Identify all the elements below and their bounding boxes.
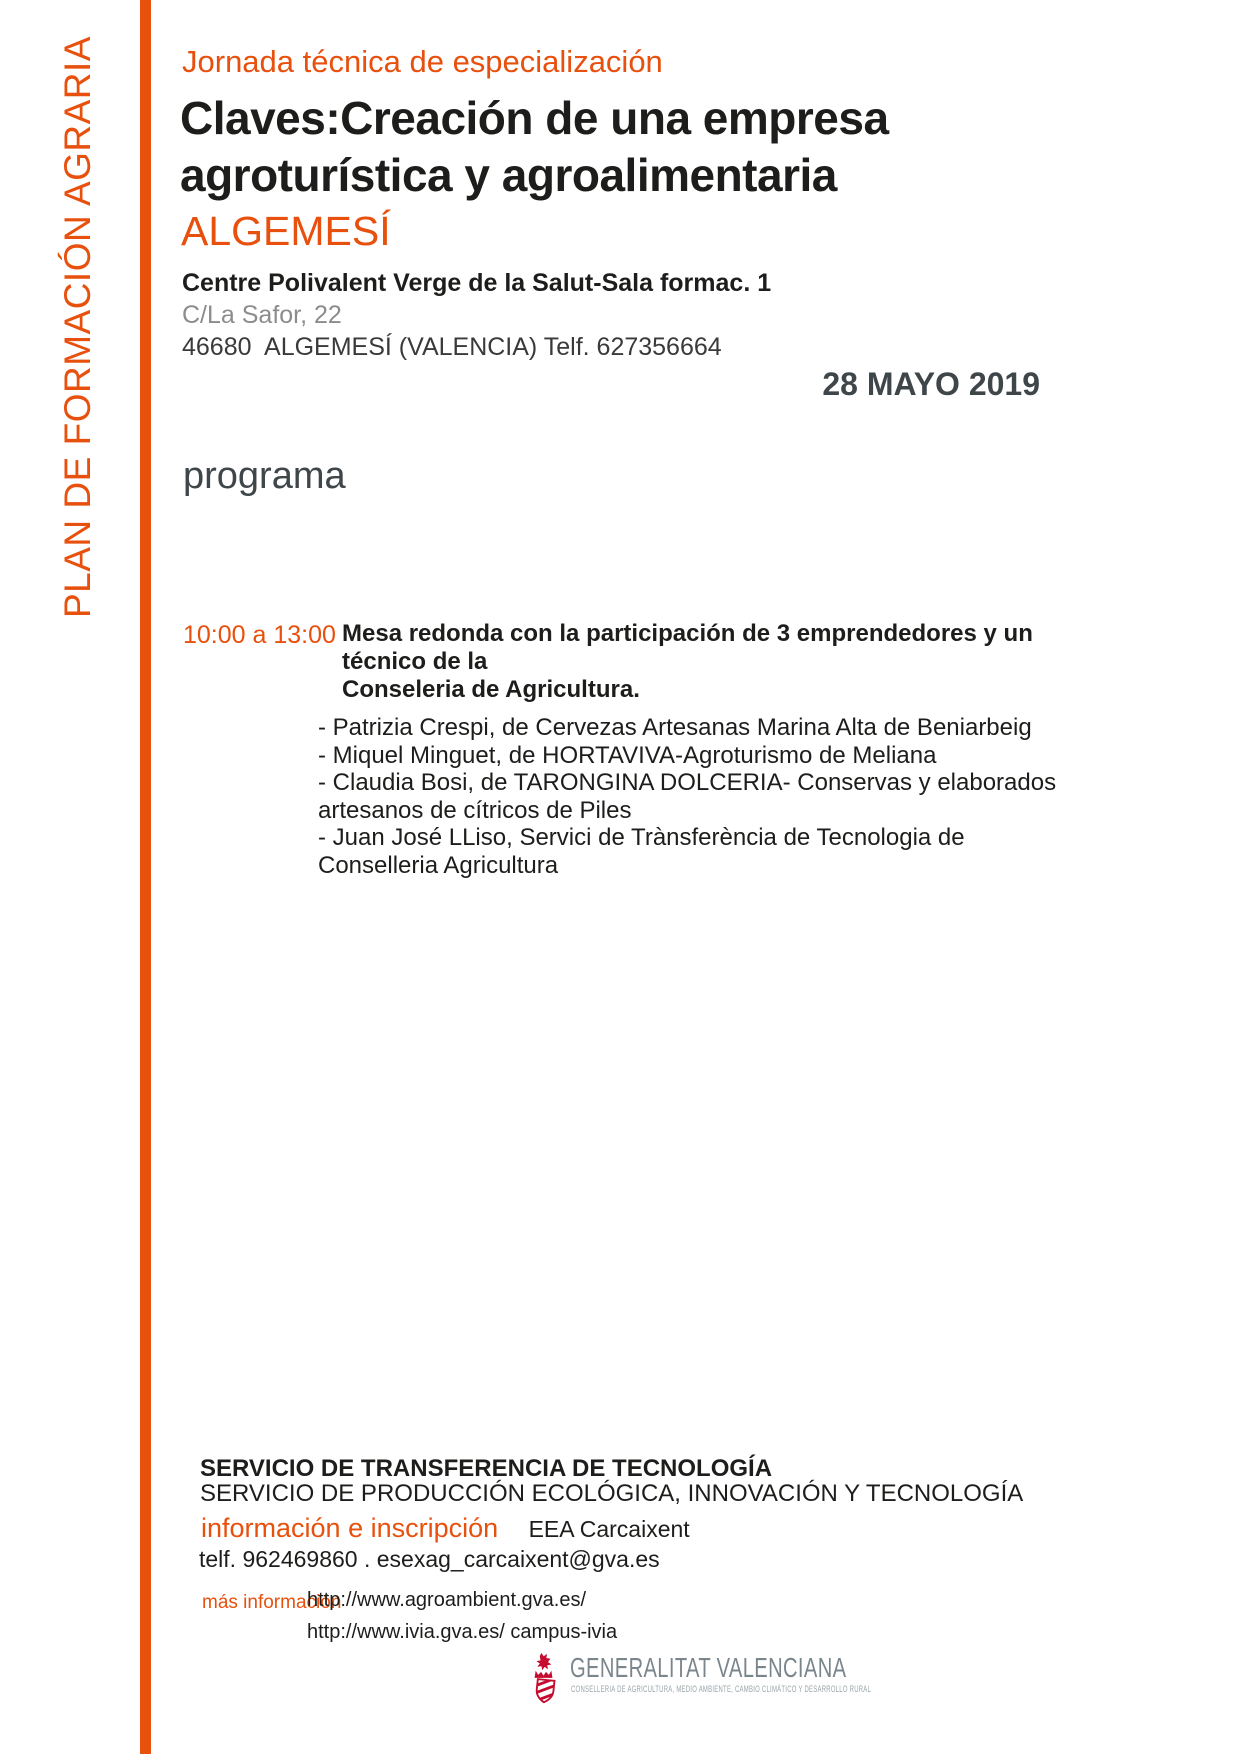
info-inscription-value: EEA Carcaixent — [528, 1516, 690, 1542]
session-title — [342, 620, 1088, 704]
contact-phone-email[interactable]: telf. 962469860 . esexag_carcaixent@gva.es — [199, 1546, 660, 1572]
event-title-line2: agroturística y agroalimentaria — [180, 149, 837, 201]
venue-name: Centre Polivalent Verge de la Salut-Sala formac. 1 — [182, 269, 772, 297]
session-speaker-list — [318, 714, 1088, 879]
service-transferencia-line: SERVICIO DE TRANSFERENCIA DE TECNOLOGÍA — [200, 1455, 773, 1482]
speaker-item: - Claudia Bosi, de TARONGINA DOLCERIA- Conservas y elaborados artesanos de cítricos de Piles — [318, 769, 1057, 824]
accent-vertical-bar — [140, 0, 151, 1754]
speaker-item: - Patrizia Crespi, de Cervezas Artesanas Marina Alta de Beniarbeig — [318, 714, 1032, 741]
event-type-heading: Jornada técnica de especialización — [182, 44, 663, 79]
session-title-line2: Conseleria de Agricultura. — [342, 676, 640, 703]
event-title — [180, 90, 1120, 204]
event-title-line1: Claves:Creación de una empresa — [180, 92, 889, 144]
generalitat-wordmark: GENERALITAT VALENCIANA — [570, 1652, 847, 1683]
session-body — [318, 620, 1088, 879]
info-inscription-row — [201, 1513, 690, 1544]
program-session — [183, 620, 1088, 879]
speaker-item: - Miquel Minguet, de HORTAVIVA-Agroturismo de Meliana — [318, 741, 937, 769]
venue-street: C/La Safor, 22 — [182, 301, 342, 329]
plan-formacion-vertical-label: PLAN DE FORMACIÓN AGRARIA — [57, 36, 98, 618]
event-date: 28 MAYO 2019 — [822, 366, 1040, 402]
link-ivia[interactable]: http://www.ivia.gva.es/ campus-ivia — [307, 1621, 618, 1643]
info-inscription-label: información e inscripción — [201, 1513, 499, 1543]
session-title-line1: Mesa redonda con la participación de 3 emprendedores y un técnico de la — [342, 620, 1033, 675]
conselleria-subtitle: CONSELLERIA DE AGRICULTURA, MEDIO AMBIENTE, CAMBIO CLIMÁTICO Y DESARROLLO RURAL — [571, 1684, 872, 1694]
session-time: 10:00 a 13:00 — [183, 621, 336, 649]
generalitat-emblem-icon — [528, 1652, 562, 1706]
event-location: ALGEMESÍ — [181, 208, 391, 254]
link-agroambient[interactable]: http://www.agroambient.gva.es/ — [307, 1589, 587, 1611]
more-info-label: más información — [202, 1592, 342, 1613]
venue-city-phone: 46680 ALGEMESÍ (VALENCIA) Telf. 627356664 — [182, 333, 722, 361]
service-produccion-line: SERVICIO DE PRODUCCIÓN ECOLÓGICA, INNOVACIÓN Y TECNOLOGÍA — [200, 1480, 1024, 1507]
program-heading: programa — [183, 455, 346, 497]
speaker-item: - Juan José LLiso, Servici de Trànsferència de Tecnologia de Conselleria Agricultura — [318, 824, 965, 879]
